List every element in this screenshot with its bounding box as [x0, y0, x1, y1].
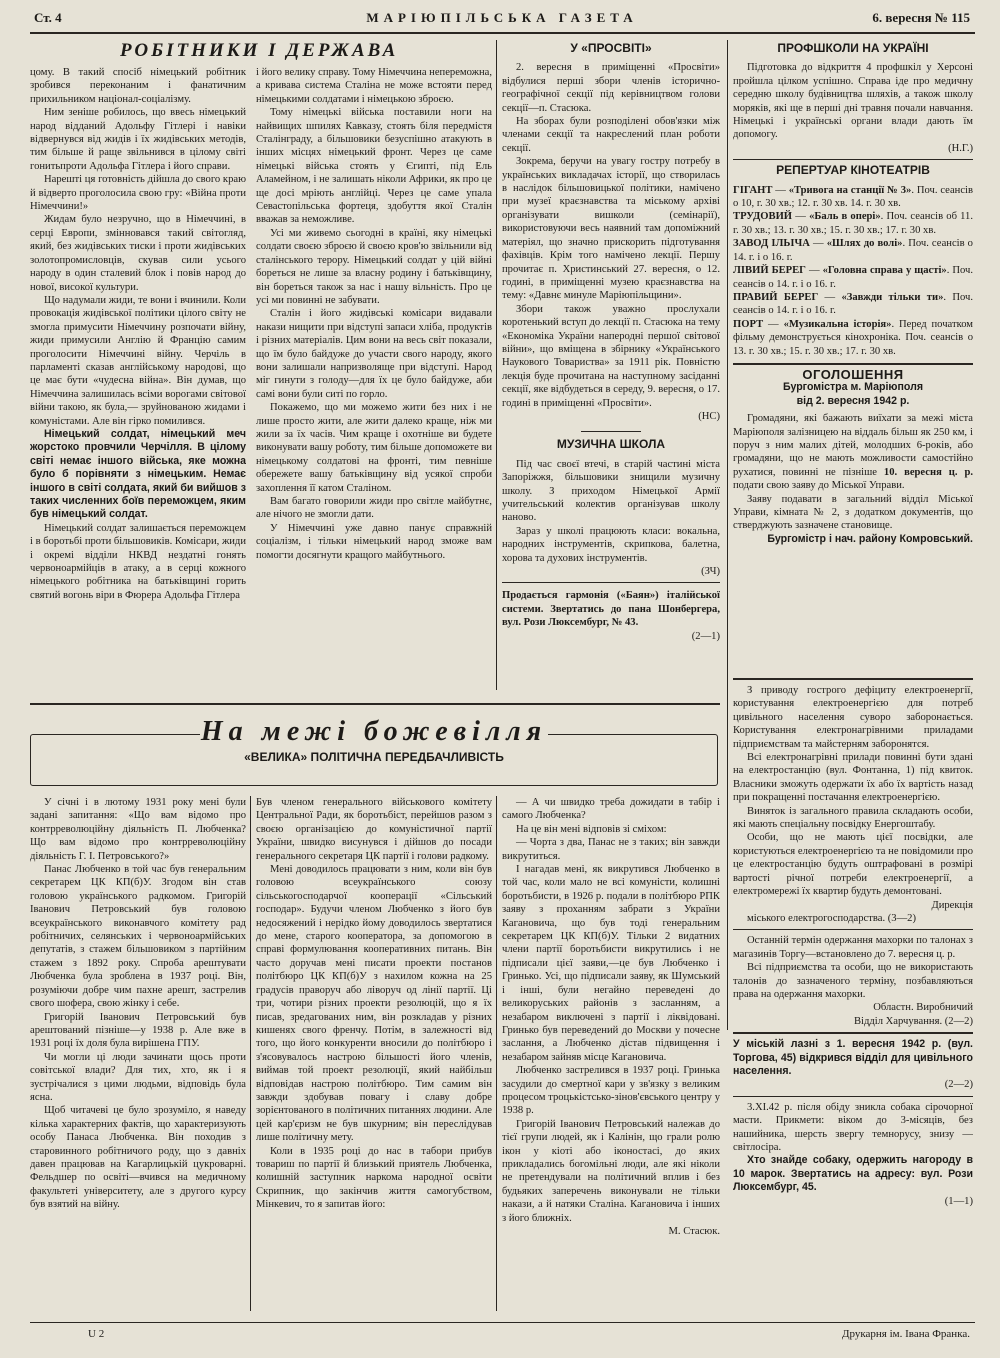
signature: Областн. Виробничий: [873, 1002, 973, 1014]
printer-name: Друкарня ім. Івана Франка.: [841, 1328, 970, 1340]
ad-code: (2—2): [944, 1015, 973, 1027]
divider: [733, 1096, 973, 1097]
cinema-item: ГІГАНТ — «Тривога на станції № 3». Поч. сеансів о 10, г. 30 хв.; 12. г. 30 хв. 14. г. 30 хв.: [733, 184, 973, 210]
film-title: «Тривога на станції № 3»: [788, 184, 912, 196]
cinema-item: ЛІВИЙ БЕРЕГ — «Головна справа у щасті». Поч. сеансів о 14. г. і о 16. г.: [733, 265, 973, 290]
divider: [502, 582, 720, 583]
paragraph: Усі ми живемо сьогодні в країні, яку німецькі солдати своєю зброєю й своєю кров'ю звільнили від сталінського терору. Німецький солдат у цій війні бореться не лише за власну родину і батьківщину, він бореться також за нас і нашу вільність. Про це усі ми повинні не забувати.: [256, 227, 492, 306]
page-number: Ст. 4: [34, 10, 62, 25]
right-column-bottom: [733, 684, 973, 1324]
paragraph: У січні і в лютому 1931 року мені були задані запитання: «Що вам відомо про контрреволюційну діяльність П. Любченка? Що вам відомо про контрреволюційну діяльність Г. І. Петровського?»: [30, 797, 246, 862]
text: подати свою заяву до Міської Управи.: [733, 480, 905, 492]
film-title: «Завжди тільки ти»: [841, 291, 944, 303]
paragraph: І нагадав мені, як викрутився Любченко в той час, коли мало не всі комуністи, колишні боротьбисти, в 1926 р. подали в політбюро РПК заяву з проханням забрати з України Кагановича, що був тоді генеральним секретарем ЦК КП(б)У. Тільки 2 видатних члени партії боротьбисти викрутились і не підписали цієї заяви,—це був Любченко і Гринько. Усі, що підписали заяву, як Шумський і інші, були негайно переведені до великоруських районів з засланням, а незабаром виключені з партії і ліквідовані. Гринько був переведений до Москви у почесне заслання, а Любченко дістав підвищення і незабаром зайняв місце Кагановича.: [502, 864, 720, 1063]
signature: Бургомістр і нач. району Комровський.: [767, 532, 973, 545]
text: Громадяни, які бажають виїхати за межі міста Маріюполя залізницею на віддаль більш як 250 км, і поруч з ним малих дітей, молодших 6-років, або громадяни, що не мають можливости самостійно рухатися, повинні не пізніше: [733, 413, 973, 478]
paragraph: Збори також уважно прослухали коротенький вступ до лекції п. Стасюка на тему «Економіка України наперодні першої світової війни», що вміщена в збірнику «Українського Наукового Товариства» за 1911 рік. Повністю лекція буде прочитана на наступному засіданні секції, яке відбудеться в середу, 9. вересня, о 17. годині в приміщенні «Просвіти».: [502, 303, 720, 409]
footer-rule: [30, 1322, 975, 1323]
paragraph: На зборах були розподілені обов'язки між членами секції та накреслений план роботи секції.: [502, 116, 720, 154]
article-madness-col2: [256, 796, 492, 1316]
paragraph: Мені доводилось працювати з ним, коли він був головою всеукраїнського союзу сільськогосподарчої кооперації «Сільський господар». Будучи членом Любченко з його був недосяжений і нерідко йому доводилось звертатися до мене, старого кооператора, за допомогою в справі формулювання кооперативних питань. Він часто доручав мені писати проекти постанов політбюро ЦК КП(б)У з нахилом кожна на 25 градусів праворуч або ліворуч од лінії партії. Ці три, чотири різних проекти резолюцій, що я їх писав, зредагованих ним, він розкладав у різних кишенях свого френчу. Потім, в залежності від того, що його конкуренти вносили до політбюро і з'ясовувалось настрою більшості його членів, виймав той проект резолюції, який найбільш відповідав настрою політбюро. Тим самим він завжди здобував повагу і славу добре зорієнтованого в політичних питаннях людини. Але цей кар'єризм не був шкурним; він переслідував лише політичну мету.: [256, 864, 492, 1144]
cinema-item: ТРУДОВИЙ — «Баль в опері». Поч. сеансів об 11. г. 30 хв.; 13. г. 30 хв.; 15. г. 30 хв.; 17. г. 30 хв.: [733, 211, 973, 236]
signature: (Н.Г.): [948, 142, 973, 154]
paragraph: Сталін і його жидівські комісари видавали накази нищити при відступі запаси хліба, продуктів і різних матеріалів. Цим вони на весь світ показали, що їм було байдуже до участи свого народу, якого вони залишали напризволяще при відступі. Народ міг гинути з голоду—для їх це було байдуже, аби самі вони були ситі по горло.: [256, 308, 492, 400]
profschools-heading: ПРОФШКОЛИ НА УКРАЇНІ: [777, 41, 929, 55]
dog-notice: 3.XI.42 р. після обіду зникла собака сірочорної масти. Прикмети: віком до 3-місяців, без нашийника, шерсть звергу темнорусу, знизу — світлосіра.: [733, 1101, 973, 1153]
paragraph: Коли в 1935 році до нас в табори прибув товариш по партії й близький приятель Любченка, колишній заступник наркома народної освіти Скрипник, що закінчив життя самогубством, Мінкевич, то я запитав його:: [256, 1145, 492, 1211]
paragraph: З приводу гострого дефіциту електроенергії, користування електроенергією для потреб цивільного населення суворо заборонається. Користування електронагрівними приладами підприємствам та майстерням заборонятся.: [733, 685, 973, 750]
cinema-item: ПОРТ — «Музикальна історія». Перед початком фільму демонструється кінохроніка. Поч. сеансів о 13. г. 30 хв.; 15. г. 30 хв.; 17. г. 30 хв.: [733, 318, 973, 357]
paragraph: Чи могли ці люди зачинати щось проти совітської влади? Для тих, хто, як і я зустрічалися з цими людьми, відповідь була ясна.: [30, 1051, 246, 1103]
deadline: 10. вересня ц. р.: [883, 466, 973, 478]
column-rule: [496, 40, 497, 690]
prosvita-heading: У «ПРОСВІТІ»: [570, 41, 652, 55]
paragraph: Всі підприємства та особи, що не використають талонів до зазначеного терміну, позбавляються права на одержання махорки.: [733, 962, 973, 1000]
signature-line: міського електрогосподарства.: [747, 912, 886, 924]
ad-code: (3—2): [887, 912, 917, 924]
right-column-top: [733, 40, 973, 710]
footer-code: U 2: [88, 1328, 105, 1340]
cinema-item: ЗАВОД ІЛЬІЧА — «Шлях до волі». Поч. сеансів о 14. г. і о 16. г.: [733, 238, 973, 263]
paragraph: Під час своєї втечі, в старій частині міста Запоріжжя, більшовики знищили музичну школу. З приходом Німецької Армії учительський колектив організував школу наново.: [502, 458, 720, 524]
section-rule: [733, 678, 973, 680]
showtimes: Поч. сеансів о 14. г. і о 16. г.: [733, 265, 973, 290]
paragraph: Останній термін одержання махорки по талонах з магазинів Торгу—встановлено до 7. вересня ц. р.: [733, 935, 973, 960]
showtimes: Поч. сеансів о 14. г. і о 16. г.: [733, 291, 973, 317]
header-rule: [30, 32, 975, 34]
paragraph: — Чорта з два, Панас не з таких; він завжди викрутиться.: [502, 837, 720, 862]
dog-reward: Хто знайде собаку, одержить нагороду в 10 марок. Звертатись на адресу: вул. Рози Люксембург, 45.: [733, 1154, 973, 1194]
bath-notice: У міській лазні з 1. вересня 1942 р. (вул. Торгова, 45) відкрився відділ для цивільного населення.: [733, 1038, 973, 1077]
film-title: «Шлях до волі»: [826, 238, 903, 250]
cinema-name: ПОРТ: [733, 318, 764, 330]
author-signature: М. Стасюк.: [668, 1226, 720, 1237]
signature: [733, 912, 973, 925]
paragraph: Підготовка до відкриття 4 профшкіл у Херсоні пройшла цілком успішно. Справа іде про медичну середню школу будівництва шляхів, а також школу моряків, які ще в перші дні травня почали навчання. Німецькі і українські органи влади дають їм допомогу.: [733, 62, 973, 141]
paragraph: Григорій Іванович Петровський належав до тієї групи людей, як і Калінін, що грали ролю ікон у кіоті або іконостасі, до яких прикладались богомільні люди, але які ніколи не претендували на політичний вплив і без будьяких заперечень виконували не тільки накази, а й натяки Сталіна. Кагановича і інших з його ближніх.: [502, 1118, 720, 1224]
announcement-date: від 2. вересня 1942 р.: [796, 394, 910, 407]
signature: (ЗЧ): [701, 566, 720, 578]
divider: [733, 1032, 973, 1034]
article-workers-col1: [30, 66, 246, 692]
cinema-name: ЗАВОД ІЛЬІЧА: [733, 238, 810, 250]
column-rule: [250, 796, 251, 1311]
divider: [733, 159, 973, 160]
announcement-text: [733, 412, 973, 492]
announcement-subtitle: Бургомістра м. Маріюполя: [782, 381, 923, 394]
cinema-name: ТРУДОВИЙ: [733, 211, 793, 223]
paragraph: Всі електронагрівні прилади повинні бути здані на електростанцію (вул. Фонтанна, 1) під квиток. Власники зможуть одержати їх або їх вартість назад при покращенні постачання електроенергією.: [733, 752, 973, 804]
article-title-madness: На межі божевілля: [200, 716, 548, 747]
ad-code: (1—1): [944, 1195, 973, 1207]
divider: [581, 431, 641, 432]
paragraph: Виняток із загального правила складають особи, які мають спеціальну посвідку Енергоштабу.: [733, 805, 973, 831]
prosvita-column: [502, 40, 720, 690]
paragraph: Був членом генерального військового комітету Центральної Ради, як боротьбіст, перейшов разом з своєю організацією до комуністичної партії України, швидко висунувся і дійшов до посади генерального секретаря ЦК партії і голови радкому.: [256, 797, 492, 862]
article-workers-col2: [256, 66, 492, 692]
paragraph: Щоб читачеві це було зрозуміло, я наведу кілька характерних фактів, що характеризують особу Панаса Любченка. Він походив з старовинного робітничого роду, що з давніх давен працював на Кагарлицькій цукроварні. Фельдшер по освіті—вчився на медичному факультеті університету, але з другого курсу був взятий на війну.: [30, 1105, 246, 1211]
harmonium-ad: [502, 589, 720, 629]
paragraph: На це він мені відповів зі сміхом:: [516, 823, 667, 835]
paragraph: 2. вересня в приміщенні «Просвіти» відбулися перші збори членів історично-географічної секції під керівництвом голови секції—п. Стасюка.: [502, 62, 720, 114]
paragraph: Жидам було незручно, що в Німеччині, в серці Европи, змінновався такий світогляд, який, без жидівських тиски і проти жидівських золотопромисловців, скував сили усього народу в один сталевий блок і повів народ до нової, високої культури.: [30, 214, 246, 293]
showtimes: Поч. сеансів о 14. г. і о 16. г.: [733, 238, 973, 263]
paragraph: Нарешті ця готовність дійшла до свого краю й відверто проголосила свою гру: «Війна проти Німеччини!»: [30, 174, 246, 213]
paragraph: Зокрема, беручи на увагу гостру потребу в українських викладачах історії, що створилась в наслідок більшовицької політики, намічено при музеї краєзнавства та міському архіві організувати вишколи (семінарії), використовуючи весь наявний там допоміжний матеріял, що значно прискорить підготування фахівців. Крім того намічено лекції. Першу прочитає п. Христинський 27. вересня, о 12. годині, в приміщенні музею краєзнавства на тему: «Давнє минуле Маріюпільщини».: [502, 156, 720, 302]
article-subtitle: «ВЕЛИКА» ПОЛІТИЧНА ПЕРЕДБАЧЛИВІСТЬ: [244, 750, 504, 764]
paragraph: Особи, що не мають цієї посвідки, але користуються електроенергією та не повідомили про це електростанцію будуть оштрафовані в розмірі вартості річної потреби електроенергії, а електромережі їх квартир будуть демонтовані.: [733, 832, 973, 898]
signature-line: Відділ Харчування.: [853, 1015, 943, 1027]
divider: [733, 363, 973, 365]
paragraph: Німецький солдат залишається переможцем і в боротьбі проти більшовиків. Комісари, жиди і окремі відділи НКВД нездатні гонять червоноармійців в атаку, а в серці кожного німецького робітника на батьківщині горить святий вогонь віри в Фюрера Адольфа Гітлера: [30, 522, 246, 601]
harmonium-ad-text: Продається гармонія («Баян») італійської системи. Звертатись до пана Шонбергера, вул. Рози Люксембург, № 43.: [502, 590, 720, 629]
paragraph: Вам багато говорили жиди про світле майбутнє, але нічого не змогли дати.: [256, 496, 492, 521]
paragraph: і його велику справу. Тому Німеччина непереможна, а кривава система Сталіна не може встояти перед німецькими солдатами і німецькою зброєю.: [256, 67, 492, 105]
paragraph: Панас Любченко в той час був генеральним секретарем ЦК КП(б)У. Згодом він став головою українського радкомом. Григорій Іванович Петровський був головою всеукраїнського виконавчого комітету рад робітничих, селянських і червоноармійських депутатів, з стажем більшовиком з партійним стажем з 1892 року. Спроба арештувати Любченка була зроблена в 1937 році. Він, розуміючи добре чим пахне арешт, застрелив свого шофера, свою жінку і себе.: [30, 864, 246, 1010]
paragraph: Зараз у школі працюють класи: вокальна, народних інструментів, скрипкова, балетна, хорова та духових інструментів.: [502, 525, 720, 564]
cinema-list: [733, 184, 973, 358]
cinema-name: ЛІВИЙ БЕРЕГ: [733, 265, 806, 277]
column-rule: [727, 40, 728, 1030]
issue-date: 6. вересня № 115: [872, 10, 970, 25]
paragraph: У Німеччині уже давно панує справжній соціалізм, і тільки німецький народ зможе вам помогти досягнути кращого майбутнього.: [256, 522, 492, 561]
ad-code: (2—1): [691, 630, 720, 642]
section-rule: [30, 703, 720, 705]
column-rule: [496, 796, 497, 1311]
page-header: [34, 10, 970, 32]
paragraph: цому. В такий спосіб німецький робітник зробився переконаним і фанатичним прихильником націонал-соціалізму.: [30, 67, 246, 105]
paragraph: Покажемо, що ми можемо жити без них і не лише просто жити, але жити далеко краще, ніж ми жили за їх часів. Чим краще і охотніше ви будете виконувати вашу роботу, тим більше допоможете ви німецькому солдатові на фронті, тим певніше обережете вашу батьківщину від усякої спроби захоплення її катом Сталіном.: [256, 402, 492, 494]
article-banner: [30, 712, 718, 786]
showtimes: Перед початком фільму демонструється кінохроніка. Поч. сеансів о 13. г. 30 хв.; 15. г. 30 хв.; 17. г. 30 хв.: [733, 318, 973, 357]
announcement-heading: ОГОЛОШЕННЯ: [802, 366, 904, 382]
music-school-heading: МУЗИЧНА ШКОЛА: [556, 437, 666, 452]
newspaper-title: МАРІЮПІЛЬСЬКА ГАЗЕТА: [366, 10, 638, 25]
signature: [733, 1015, 973, 1028]
cinema-heading: РЕПЕРТУАР КІНОТЕАТРІВ: [776, 163, 930, 178]
film-title: «Баль в опері»: [809, 211, 881, 223]
article-title-workers: РОБІТНИКИ І ДЕРЖАВА: [120, 40, 399, 61]
showtimes: Поч. сеансів о 10, г. 30 хв.; 12. г. 30 хв. 14. г. 30 хв.: [733, 184, 973, 210]
film-title: «Музикальна історія»: [783, 318, 892, 330]
showtimes: Поч. сеансів об 11. г. 30 хв.; 13. г. 30 хв.; 15. г. 30 хв.; 17. г. 30 хв.: [733, 211, 973, 236]
divider: [733, 929, 973, 930]
paragraph: — А чи швидко треба дожидати в табір і самого Любченка?: [502, 797, 720, 822]
paragraph: Заяву подавати в загальний відділ Міської Управи, кімната № 2, з додатком документів, що стверджують зазначене становище.: [733, 493, 973, 532]
cinema-item: ПРАВИЙ БЕРЕГ — «Завжди тільки ти». Поч. сеансів о 14. г. і о 16. г.: [733, 291, 973, 317]
cinema-name: ПРАВИЙ БЕРЕГ: [733, 291, 819, 303]
paragraph: Тому німецькі війська поставили ноги на найвищих шпилях Кавказу, стоять біля передмістя Сталінграду, а більшовики безуспішно атакують в інших місцях німецький фронт. Через це саме німецькі війська стоять у Єгипті, під Ель Аламейном, і не залишать ніколи Африки, як про це ще досі мріють англійці. Через це саме упала Севастопільська фортеця, здобуття якої Сталін вважав за неможливе.: [256, 107, 492, 226]
signature: Дирекція: [931, 899, 973, 911]
film-title: «Головна справа у щасті»: [822, 265, 947, 277]
signature: (НС): [698, 410, 720, 422]
cinema-name: ГІГАНТ: [733, 184, 773, 196]
ad-code: (2—2): [944, 1079, 973, 1091]
article-madness-col1: [30, 796, 246, 1316]
bold-paragraph: Німецький солдат, німецький меч жорстоко провчили Черчілля. В цілому світі немає іншого війська, яке можна було б порівняти з німецьким. Немає іншого в світі солдата, який би вийшов з таких численних боїв переможцем, яким був німецький солдат.: [30, 427, 246, 521]
paragraph: Любченко застрелився в 1937 році. Гринька засудили до смертної кари у зв'язку з великим процесом троцькістсько-зінов'євського центру у 1938 р.: [502, 1065, 720, 1117]
paragraph: Ним зеніше робилось, що ввесь німецький народ відданий Адольфу Гітлері і навіки відвернувся від жидів і їх жидівських методів, тим більше й раще звільнився в цілому світі гонитьпроти Адольфа Гітлера і його справи.: [30, 107, 246, 172]
paragraph: Що надумали жиди, те вони і вчинили. Коли провокація жидівської політики цілого світу не змогла примусити Німеччину розпочати війну, жиди примусили Англію й Францію самим проголосити Німеччині війну. Черчіль в парламенті сказав англійському народові, що це має бути «чудесна війна». Він думав, що Німеччина залишилась всіми ворогами світової війни такою, як була,— зруйнованою жидами і комуністами. Але він гірко помилився.: [30, 294, 246, 427]
article-madness-col3: [502, 796, 720, 1316]
paragraph: Григорій Іванович Петровський був арештований пізніше—у 1938 р. Але вже в 1931 році їх доля була вирішена ГПУ.: [30, 1011, 246, 1050]
